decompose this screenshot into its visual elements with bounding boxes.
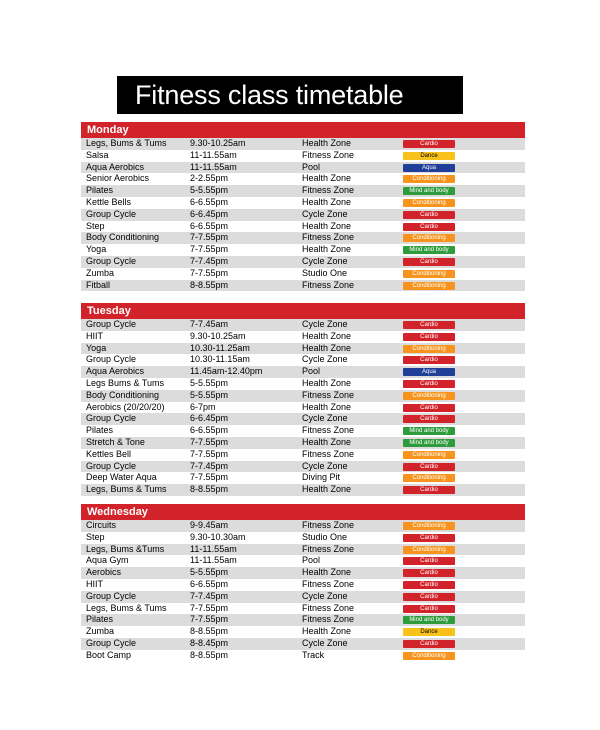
day-header: Wednesday [81,504,525,520]
class-location: Health Zone [302,436,352,447]
class-name: Group Cycle [86,590,137,601]
category-badge: Conditioning [403,282,455,290]
class-location: Studio One [302,531,348,542]
table-row [81,449,525,461]
class-location: Cycle Zone [302,590,348,601]
class-location: Track [302,649,325,660]
class-name: Group Cycle [86,319,137,329]
category-badge: Cardio [403,640,455,648]
class-location: Health Zone [302,377,352,388]
class-location: Fitness Zone [302,448,355,459]
table-row [81,532,525,544]
class-location: Health Zone [302,626,352,637]
class-time: 7-7.55pm [190,232,229,243]
class-location: Cycle Zone [302,255,348,266]
class-name: Body Conditioning [86,232,160,243]
table-row [81,591,525,603]
category-badge: Mind and body [403,427,455,435]
class-time: 6-6.45pm [190,413,229,424]
table-row [81,472,525,484]
class-location: Cycle Zone [302,208,348,219]
class-name: Step [86,220,105,231]
table-row [81,162,525,174]
category-badge: Cardio [403,593,455,601]
category-badge: Mind and body [403,439,455,447]
table-row [81,331,525,343]
category-badge: Cardio [403,605,455,613]
class-time: 6-6.45pm [190,208,229,219]
table-row [81,520,525,532]
table-row [81,402,525,414]
category-badge: Conditioning [403,175,455,183]
table-row [81,197,525,209]
table-row [81,413,525,425]
class-time: 9-9.45am [190,520,229,530]
table-row [81,221,525,233]
class-location: Studio One [302,267,348,278]
category-badge: Cardio [403,534,455,542]
class-time: 7-7.45pm [190,590,229,601]
category-badge: Aqua [403,368,455,376]
class-location: Cycle Zone [302,460,348,471]
class-time: 7-7.45am [190,319,229,329]
category-badge: Cardio [403,223,455,231]
table-row [81,650,525,662]
category-badge: Conditioning [403,234,455,242]
category-badge: Conditioning [403,546,455,554]
class-time: 6-6.55pm [190,220,229,231]
class-name: Pilates [86,614,114,625]
class-name: Group Cycle [86,255,137,266]
class-name: Boot Camp [86,649,132,660]
table-row [81,544,525,556]
class-name: HIIT [86,330,103,341]
category-badge: Conditioning [403,474,455,482]
class-time: 8-8.55pm [190,484,229,495]
table-row [81,638,525,650]
class-name: Group Cycle [86,354,137,365]
class-location: Fitness Zone [302,389,355,400]
class-name: Aerobics [86,567,122,578]
class-name: Legs, Bums & Tums [86,138,167,148]
class-time: 11-11.55am [190,149,237,160]
class-time: 10.30-11.15am [190,354,250,365]
class-time: 11-11.55am [190,543,237,554]
category-badge: Cardio [403,211,455,219]
class-name: Yoga [86,342,107,353]
category-badge: Conditioning [403,392,455,400]
class-location: Health Zone [302,401,352,412]
class-time: 6-6.55pm [190,425,229,436]
category-badge: Cardio [403,415,455,423]
table-row [81,567,525,579]
category-badge: Conditioning [403,345,455,353]
class-location: Health Zone [302,196,352,207]
table-row [81,484,525,496]
class-time: 8-8.45pm [190,637,229,648]
class-name: Stretch & Tone [86,436,145,447]
class-time: 5-5.55pm [190,185,229,196]
class-location: Cycle Zone [302,319,348,329]
class-time: 7-7.55pm [190,472,229,483]
class-location: Cycle Zone [302,413,348,424]
day-header: Monday [81,122,525,138]
category-badge: Cardio [403,463,455,471]
class-time: 5-5.55pm [190,377,229,388]
table-row [81,209,525,221]
class-location: Fitness Zone [302,149,355,160]
class-name: Pilates [86,185,114,196]
day-header: Tuesday [81,303,525,319]
category-badge: Mind and body [403,616,455,624]
class-time: 7-7.55pm [190,244,229,255]
class-time: 6-7pm [190,401,216,412]
class-time: 8-8.55pm [190,649,229,660]
category-badge: Cardio [403,581,455,589]
table-row [81,244,525,256]
class-name: Fitball [86,279,111,290]
category-badge: Aqua [403,164,455,172]
class-location: Fitness Zone [302,543,355,554]
class-time: 7-7.45pm [190,460,229,471]
class-name: Aqua Aerobics [86,161,145,172]
table-row [81,579,525,591]
class-name: Legs, Bums & Tums [86,602,167,613]
class-name: Group Cycle [86,637,137,648]
class-name: Aerobics (20/20/20) [86,401,165,412]
table-row [81,461,525,473]
class-name: Aqua Gym [86,555,129,566]
class-time: 10.30-11.25am [190,342,250,353]
class-time: 8-8.55pm [190,626,229,637]
class-name: Kettle Bells [86,196,132,207]
table-row [81,603,525,615]
class-name: Kettles Bell [86,448,132,459]
category-badge: Conditioning [403,451,455,459]
class-name: Legs Bums & Tums [86,377,165,388]
category-badge: Dance [403,152,455,160]
class-name: HIIT [86,578,103,589]
table-row [81,138,525,150]
category-badge: Cardio [403,321,455,329]
category-badge: Conditioning [403,199,455,207]
class-name: Group Cycle [86,413,137,424]
category-badge: Cardio [403,486,455,494]
day-section-wednesday [81,504,525,662]
class-location: Cycle Zone [302,354,348,365]
table-row [81,185,525,197]
day-section-tuesday [81,303,525,496]
category-badge: Mind and body [403,187,455,195]
class-time: 6-6.55pm [190,578,229,589]
table-row [81,425,525,437]
table-row [81,232,525,244]
class-location: Fitness Zone [302,232,355,243]
table-row [81,256,525,268]
class-time: 7-7.55pm [190,602,229,613]
class-location: Fitness Zone [302,520,355,530]
class-time: 9.30-10.25am [190,138,246,148]
table-row [81,319,525,331]
table-row [81,173,525,185]
class-time: 5-5.55pm [190,567,229,578]
table-row [81,614,525,626]
class-time: 6-6.55pm [190,196,229,207]
class-time: 7-7.55pm [190,614,229,625]
page-title: Fitness class timetable [117,76,463,114]
class-time: 11.45am-12.40pm [190,366,263,377]
class-name: Legs, Bums &Tums [86,543,165,554]
class-location: Fitness Zone [302,185,355,196]
table-row [81,437,525,449]
category-badge: Cardio [403,404,455,412]
class-location: Pool [302,555,321,566]
class-time: 8-8.55pm [190,279,229,290]
class-name: Pilates [86,425,114,436]
class-location: Cycle Zone [302,637,348,648]
class-location: Pool [302,366,321,377]
class-location: Health Zone [302,567,352,578]
class-name: Salsa [86,149,109,160]
class-name: Circuits [86,520,117,530]
category-badge: Cardio [403,140,455,148]
class-time: 7-7.55pm [190,267,229,278]
class-name: Yoga [86,244,107,255]
class-name: Deep Water Aqua [86,472,157,483]
class-time: 9.30-10.30am [190,531,246,542]
class-time: 11-11.55am [190,555,237,566]
category-badge: Cardio [403,333,455,341]
class-time: 2-2.55pm [190,173,229,184]
category-badge: Cardio [403,569,455,577]
class-time: 7-7.45pm [190,255,229,266]
class-time: 11-11.55am [190,161,237,172]
class-time: 5-5.55pm [190,389,229,400]
class-name: Zumba [86,626,115,637]
table-row [81,343,525,355]
category-badge: Cardio [403,356,455,364]
class-time: 7-7.55pm [190,448,229,459]
category-badge: Conditioning [403,270,455,278]
class-name: Group Cycle [86,460,137,471]
class-location: Fitness Zone [302,425,355,436]
class-time: 9.30-10.25am [190,330,246,341]
table-row [81,280,525,292]
class-location: Health Zone [302,484,352,495]
table-row [81,378,525,390]
table-row [81,555,525,567]
class-name: Aqua Aerobics [86,366,145,377]
class-location: Diving Pit [302,472,341,483]
day-section-monday [81,122,525,291]
class-location: Fitness Zone [302,578,355,589]
table-row [81,390,525,402]
class-location: Health Zone [302,244,352,255]
class-location: Fitness Zone [302,279,355,290]
class-time: 7-7.55pm [190,436,229,447]
class-location: Health Zone [302,342,352,353]
class-name: Step [86,531,105,542]
category-badge: Cardio [403,258,455,266]
class-location: Fitness Zone [302,614,355,625]
category-badge: Cardio [403,380,455,388]
class-name: Senior Aerobics [86,173,150,184]
category-badge: Mind and body [403,246,455,254]
table-row [81,366,525,378]
class-name: Group Cycle [86,208,137,219]
class-name: Zumba [86,267,115,278]
class-location: Health Zone [302,173,352,184]
class-location: Health Zone [302,138,352,148]
category-badge: Dance [403,628,455,636]
class-location: Health Zone [302,220,352,231]
table-row [81,268,525,280]
class-location: Health Zone [302,330,352,341]
category-badge: Conditioning [403,522,455,530]
class-location: Fitness Zone [302,602,355,613]
category-badge: Conditioning [403,652,455,660]
category-badge: Cardio [403,557,455,565]
table-row [81,354,525,366]
class-name: Legs, Bums & Tums [86,484,167,495]
table-row [81,150,525,162]
class-name: Body Conditioning [86,389,160,400]
class-location: Pool [302,161,321,172]
table-row [81,626,525,638]
